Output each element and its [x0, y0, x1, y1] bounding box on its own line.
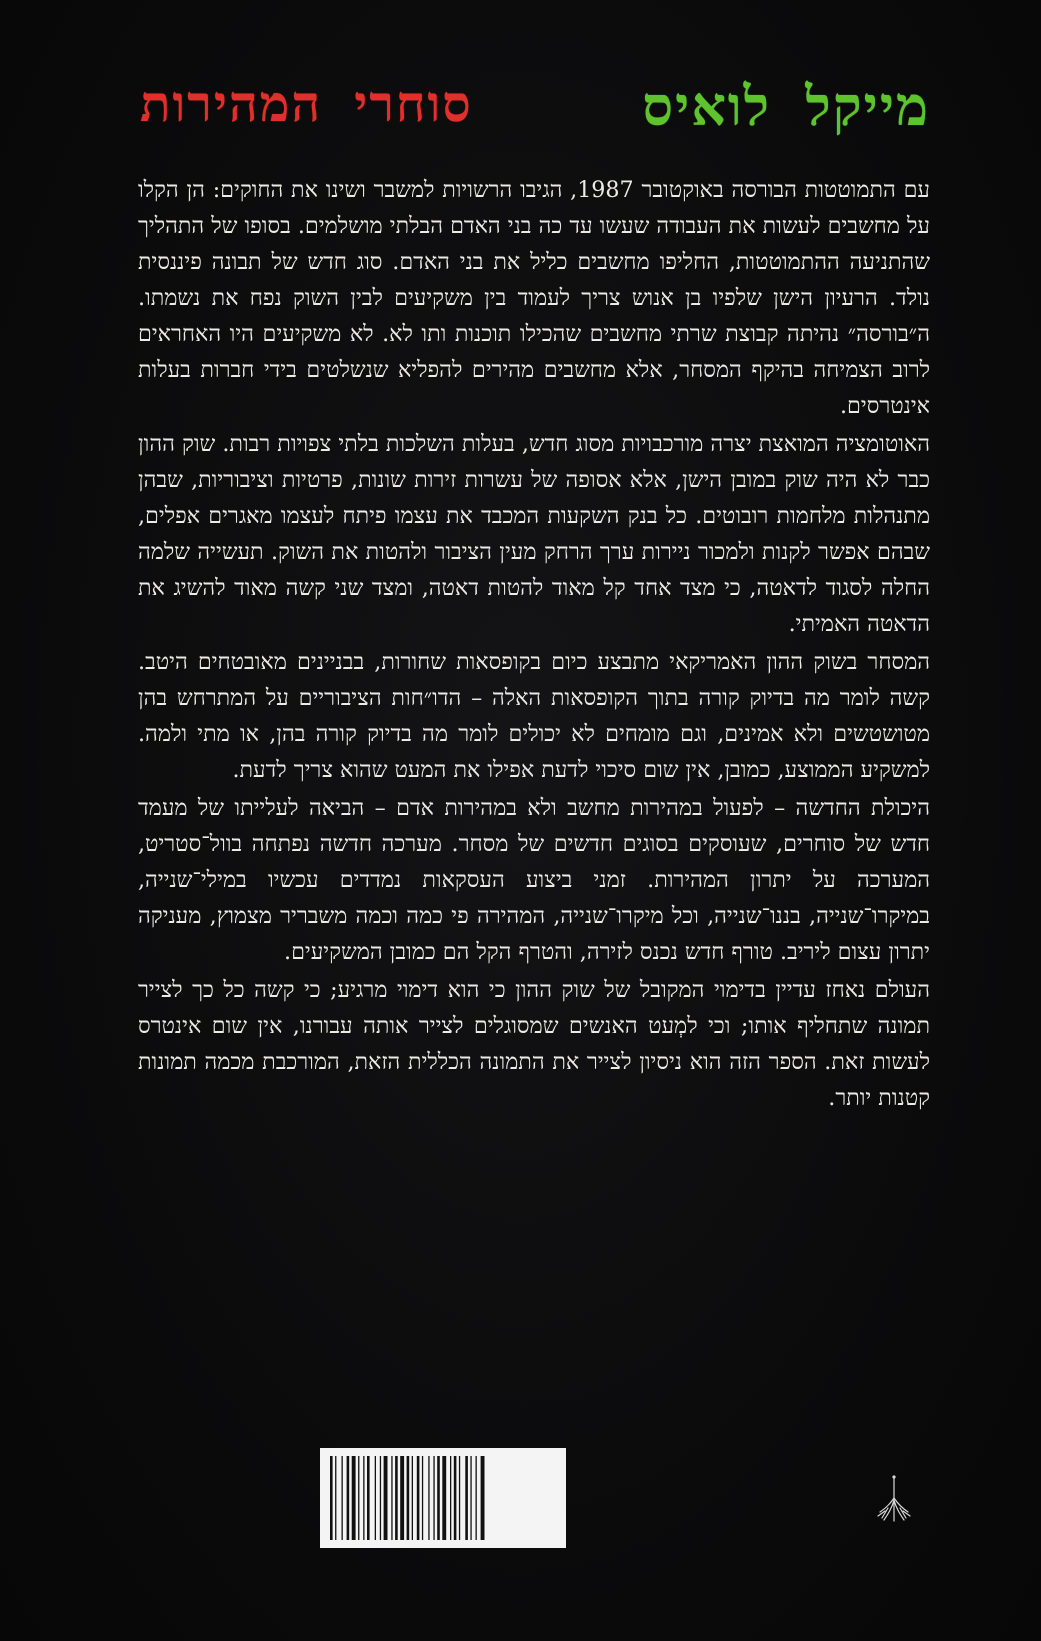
barcode-bar — [384, 1456, 388, 1540]
barcode-bar — [391, 1456, 392, 1540]
barcode-bar — [412, 1456, 413, 1540]
barcode-bar — [481, 1456, 485, 1540]
barcode-bar — [358, 1456, 359, 1540]
barcode-bar — [450, 1456, 451, 1540]
blurb-paragraph-2: האוטומציה המואצת יצרה מורכבויות מסוג חדש, בעלות השלכות בלתי צפויות רבות. שוק ההון כבר לא היה שוק במובן הישן, אלא אסופה של עשרות זירות שונות, פרטיות וציבוריות, שבהן מתנהלות מלחמות רובוטים. כל בנק השקעות המכבד את עצמו פיתח לעצמו מאגרים אפלים, שבהם אפשר לקנות ולמכור ניירות ערך הרחק מעין הציבור ולהטות את השוק. תעשייה שלמה החלה לסגוד לדאטה, כי מצד אחד קל מאוד להטות דאטה, ומצד שני קשה מאוד להשיג את הדאטה האמיתי. — [138, 431, 930, 637]
barcode-bar — [335, 1456, 336, 1540]
barcode-bar — [465, 1456, 468, 1540]
barcode-bar — [395, 1456, 398, 1540]
book-title: סוחרי המהירות — [140, 75, 473, 133]
barcode-bar — [400, 1456, 404, 1540]
barcode-bar — [476, 1456, 477, 1540]
author-name: מייקל לואיס — [642, 75, 930, 138]
barcode-bar — [437, 1456, 440, 1540]
blurb-paragraph-3: המסחר בשוק ההון האמריקאי מתבצע כיום בקופסאות שחורות, בבניינים מאובטחים היטב. קשה לומר מה בדיוק קורה בתוך הקופסאות האלה – הדו״חות הציבוריים על המתרחש בהן מטושטשים ולא אמינים, וגם מומחים לא יכולים לומר מה בדיוק קורה בהן, או מתי ולמה. למשקיע הממוצע, כמובן, אין שום סיכוי לדעת אפילו את המעט שהוא צריך לדעת. — [138, 649, 930, 783]
barcode-bar — [330, 1456, 333, 1540]
tree-roots-icon — [874, 1474, 914, 1524]
barcode-bar — [380, 1456, 381, 1540]
barcode-bar — [367, 1456, 370, 1540]
barcode-bar — [470, 1456, 471, 1540]
barcode-bar — [407, 1456, 410, 1540]
title-row — [140, 75, 930, 145]
blurb-paragraph-1: עם התמוטטות הבורסה באוקטובר 1987, הגיבו הרשויות למשבר ושינו את החוקים: הן הקלו על מחשבים לעשות את העבודה שעשו עד כה בני האדם הבלתי מושלמים. בסופו של התהליך שהתניעה ההתמוטטות, החליפו מחשבים כליל את בני האדם. סוג חדש של תבונה פיננסית נולד. הרעיון הישן שלפיו בן אנוש צריך לעמוד בין משקיעים לבין השוק נפח את נשמתו. ה״בורסה״ נהיתה קבוצת שרתי מחשבים שהכילו תוכנות ותו לא. לא משקיעים היו האחראים לרוב הצמיחה בהיקף המסחר, אלא מחשבים מהירים להפליא שנשלטים בידי חברות בעלות אינטרסים. — [138, 177, 930, 419]
barcode-bar — [459, 1456, 460, 1540]
barcode-bar — [347, 1456, 350, 1540]
blurb-paragraph-5: העולם נאחז עדיין בדימוי המקובל של שוק ההון כי הוא דימוי מרגיע; כי קשה כל כך לצייר תמונה שתחליף אותו; וכי למְעט האנשים שמסוגלים לצייר אותה עבורנו, אין שום אינטרס לעשות זאת. הספר הזה הוא ניסיון לצייר את התמונה הכללית הזאת, המורכבת מכמה תמונות קטנות יותר. — [138, 977, 930, 1111]
barcode-bar — [352, 1456, 356, 1540]
barcode-icon — [320, 1448, 566, 1548]
barcode-bar — [363, 1456, 364, 1540]
barcode-bar — [454, 1456, 457, 1540]
barcode-bar — [375, 1456, 376, 1540]
barcode-bar — [442, 1456, 446, 1540]
barcode-bar — [422, 1456, 423, 1540]
blurb-text — [138, 172, 930, 1118]
blurb-paragraph-4: היכולת החדשה – לפעול במהירות מחשב ולא במהירות אדם – הביאה לעלייתו של מעמד חדש של סוחרים, שעוסקים בסוגים חדשים של מסחר. מערכה חדשה נפתחה בוול־סטריט, המערכה על יתרון המהירות. זמני ביצוע העסקאות נמדדים עכשיו במילי־שנייה, במיקרו־שנייה, בננו־שנייה, וכל מיקרו־שנייה, המהירה פי כמה וכמה משבריר מצמוץ, מעניקה יתרון עצום ליריב. טורף חדש נכנס לזירה, והטרף הקל הם כמובן המשקיעים. — [138, 795, 930, 965]
barcode-bar — [433, 1456, 434, 1540]
barcode-bar — [342, 1456, 343, 1540]
barcode-bar — [428, 1456, 429, 1540]
barcode-bar — [417, 1456, 420, 1540]
